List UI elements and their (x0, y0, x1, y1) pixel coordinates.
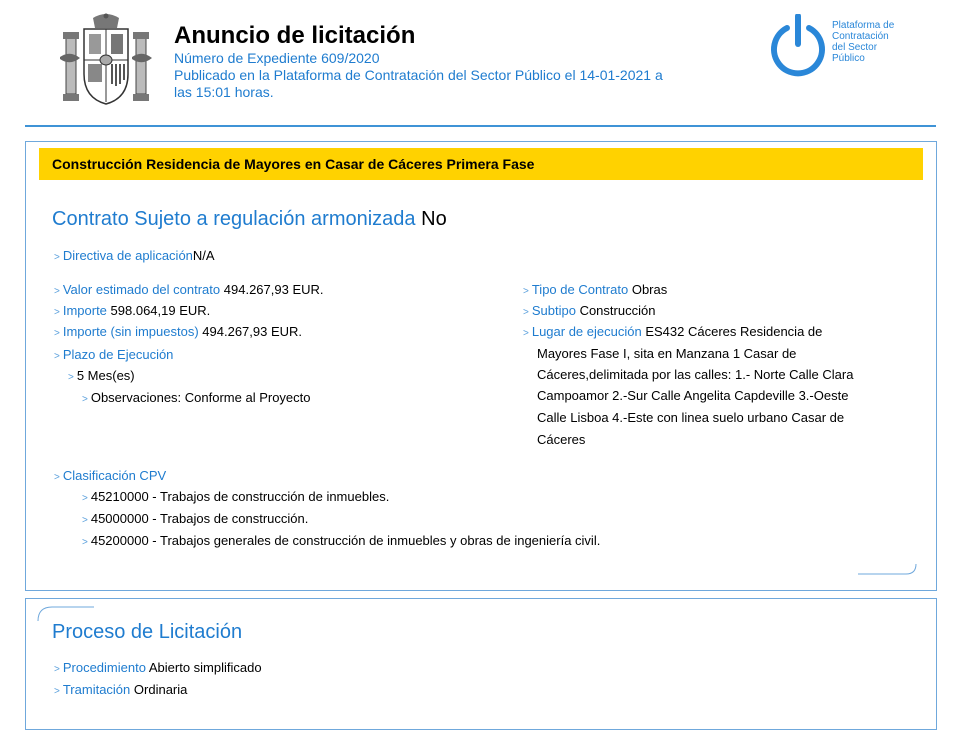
lugar-line: Mayores Fase I, sita en Manzana 1 Casar de (537, 346, 797, 361)
cpv-row: > Clasificación CPV (54, 468, 167, 483)
lugar-line: Campoamor 2.-Sur Calle Angelita Capdeville 3.-Oeste (537, 388, 849, 403)
directiva-row: > Directiva de aplicaciónN/A (54, 248, 215, 263)
armonizada-value: No (421, 208, 447, 230)
tramitacion-row: > Tramitación Ordinaria (54, 682, 188, 697)
lugar-line: Calle Lisboa 4.-Este con linea suelo urbano Casar de (537, 410, 845, 425)
cpv-item: > 45210000 - Trabajos de construcción de inmuebles. (82, 489, 390, 504)
proceso-heading: Proceso de Licitación (52, 621, 243, 643)
publication-line-2: las 15:01 horas. (174, 84, 274, 100)
importe-row: > Importe 598.064,19 EUR. (54, 303, 211, 318)
importe-sin-impuestos-row: > Importe (sin impuestos) 494.267,93 EUR. (54, 324, 303, 339)
procedimiento-row: > Procedimiento Abierto simplificado (54, 660, 262, 675)
pcsp-logo-text: Plataforma de Contratación del Sector Público (832, 20, 895, 64)
cpv-item: > 45000000 - Trabajos de construcción. (82, 511, 309, 526)
observaciones-row: > Observaciones: Conforme al Proyecto (82, 390, 311, 405)
power-symbol-logo-icon (766, 14, 830, 78)
subtipo-row: > Subtipo Construcción (523, 303, 656, 318)
cpv-item: > 45200000 - Trabajos generales de construcción de inmuebles y obras de ingeniería civil. (82, 533, 601, 548)
panel-corner-curve (858, 558, 918, 576)
armonizada-heading: Contrato Sujeto a regulación armonizada No (52, 208, 447, 230)
contract-panel (25, 141, 937, 591)
expediente-number: Número de Expediente 609/2020 (174, 50, 380, 66)
pcsp-logo (766, 14, 916, 84)
lugar-line: Cáceres (537, 432, 586, 447)
title-block (174, 22, 774, 101)
lugar-line: Cáceres,delimitada por las calles: 1.- Norte Calle Clara (537, 367, 854, 382)
valor-row: > Valor estimado del contrato 494.267,93 EUR. (54, 282, 324, 297)
proceso-panel (25, 598, 937, 730)
plazo-value-row: > 5 Mes(es) (68, 368, 135, 383)
plazo-row: > Plazo de Ejecución (54, 347, 174, 362)
spain-coat-of-arms-icon (60, 12, 152, 108)
lugar-row: > Lugar de ejecución ES432 Cáceres Residencia de (523, 324, 823, 339)
page-header (0, 0, 960, 130)
header-divider (25, 125, 936, 127)
tipo-row: > Tipo de Contrato Obras (523, 282, 668, 297)
page-title: Anuncio de licitación (174, 22, 416, 49)
publication-line-1: Publicado en la Plataforma de Contratación del Sector Público el 14-01-2021 a (174, 67, 663, 83)
contract-title-banner: Construcción Residencia de Mayores en Casar de Cáceres Primera Fase (39, 148, 923, 180)
